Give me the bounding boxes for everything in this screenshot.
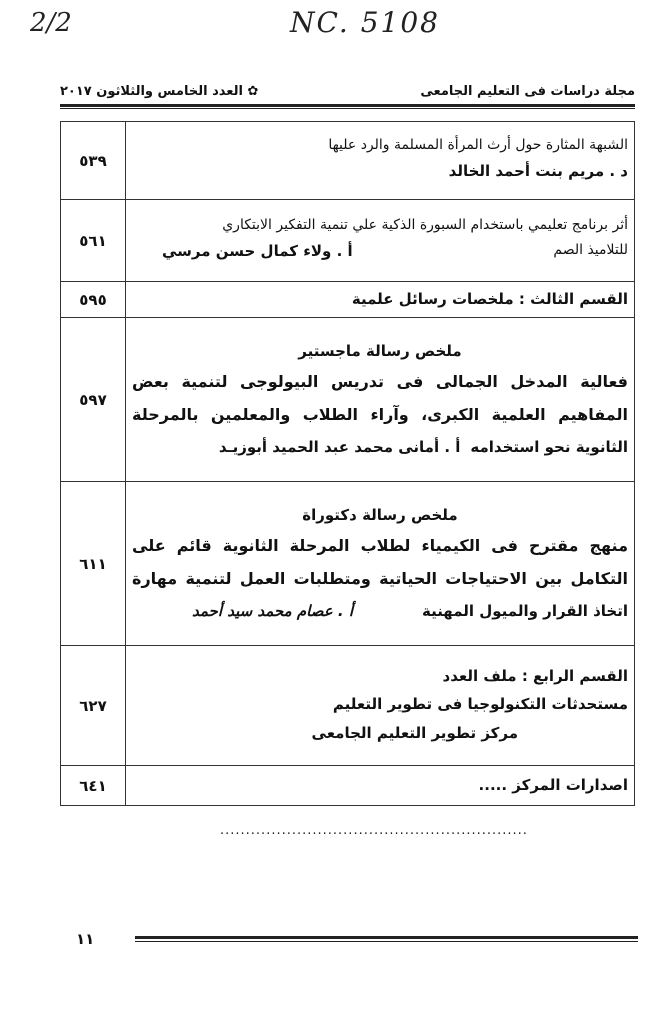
entry-line [132,596,628,626]
page-number-cell: ٥٩٥ [61,282,126,318]
table-row [61,646,635,766]
entry-content [126,318,635,482]
footer-rule [135,936,638,939]
page-number-cell: ٥٩٧ [61,318,126,482]
table-of-contents [60,121,635,806]
entry-content [126,200,635,282]
table-row [61,318,635,482]
handwritten-page-mark: 2/2 [30,8,72,38]
running-header [60,80,635,102]
entry-content [126,282,635,318]
entry-author: أ . أمانى محمد عبد الحميد أبوزيـد [218,437,461,456]
entry-title: الشبهة المثارة حول أرث المرأة المسلمة والرد عليها [328,136,628,153]
table-row [61,282,635,318]
entry-author: أ . ولاء كمال حسن مرسي [162,242,353,261]
dotted-separator: ............................................................ [220,823,528,838]
entry-author: أ . عصام محمد سيد أحمد [192,601,354,620]
handwritten-code: NC. 5108 [290,6,440,39]
entry-line [132,432,628,462]
entry-content [126,122,635,200]
table-row [61,482,635,646]
table-row [61,200,635,282]
header-rule [60,104,635,107]
entry-heading: ملخص رسالة ماجستير [298,342,462,361]
entry-title-cont: اتخاذ القرار والميول المهنية [421,601,628,620]
entry-author: د . مريم بنت أحمد الخالد [448,162,628,181]
page-number-cell: ٥٦١ [61,200,126,282]
entry-title-line: منهج مقترح فى الكيمياء لطلاب المرحلة الثانوية قائم على [132,535,628,555]
entry-title-line: فعالية المدخل الجمالى فى تدريس البيولوجى لتنمية بعض [132,371,628,391]
entry-content [126,482,635,646]
section-title: القسم الثالث : ملخصات رسائل علمية [351,289,628,308]
entry-heading: ملخص رسالة دكتوراة [302,506,458,525]
issue-label: ✿ العدد الخامس والثلاثون ٢٠١٧ [60,83,259,99]
table-row [61,766,635,806]
entry-line [132,237,628,266]
entry-subtitle: مركز تطوير التعليم الجامعى [311,724,518,743]
table-row [61,122,635,200]
section-title: القسم الرابع : ملف العدد [442,666,628,685]
page-number-cell: ٥٣٩ [61,122,126,200]
entry-title-cont: الثانوية نحو استخدامه [470,437,628,456]
entry-title-cont: للتلاميذ الصم [553,242,628,259]
page-number-cell: ٦٤١ [61,766,126,806]
diamond-icon: ✿ [242,83,259,99]
entry-content [126,646,635,766]
page-number: ١١ [76,930,95,948]
entry-title-line: المفاهيم العلمية الكبرى، وآراء الطلاب والمعلمين بالمرحلة [132,404,628,424]
entry-title: مستحدثات التكنولوجيا فى تطوير التعليم [332,694,628,713]
footer-rule-thin [135,941,638,942]
entry-title-line: التكامل بين الاحتياجات الحياتية ومتطلبات العمل لتنمية مهارة [132,568,628,588]
entry-title: أثر برنامج تعليمي باستخدام السبورة الذكية علي تنمية التفكير الابتكاري [222,217,628,234]
section-title: اصدارات المركز ..... [478,775,628,794]
page-number-cell: ٦١١ [61,482,126,646]
journal-title: مجلة دراسات فى التعليم الجامعى [420,83,635,99]
page-number-cell: ٦٢٧ [61,646,126,766]
header-rule-thin [60,108,635,109]
entry-content [126,766,635,806]
